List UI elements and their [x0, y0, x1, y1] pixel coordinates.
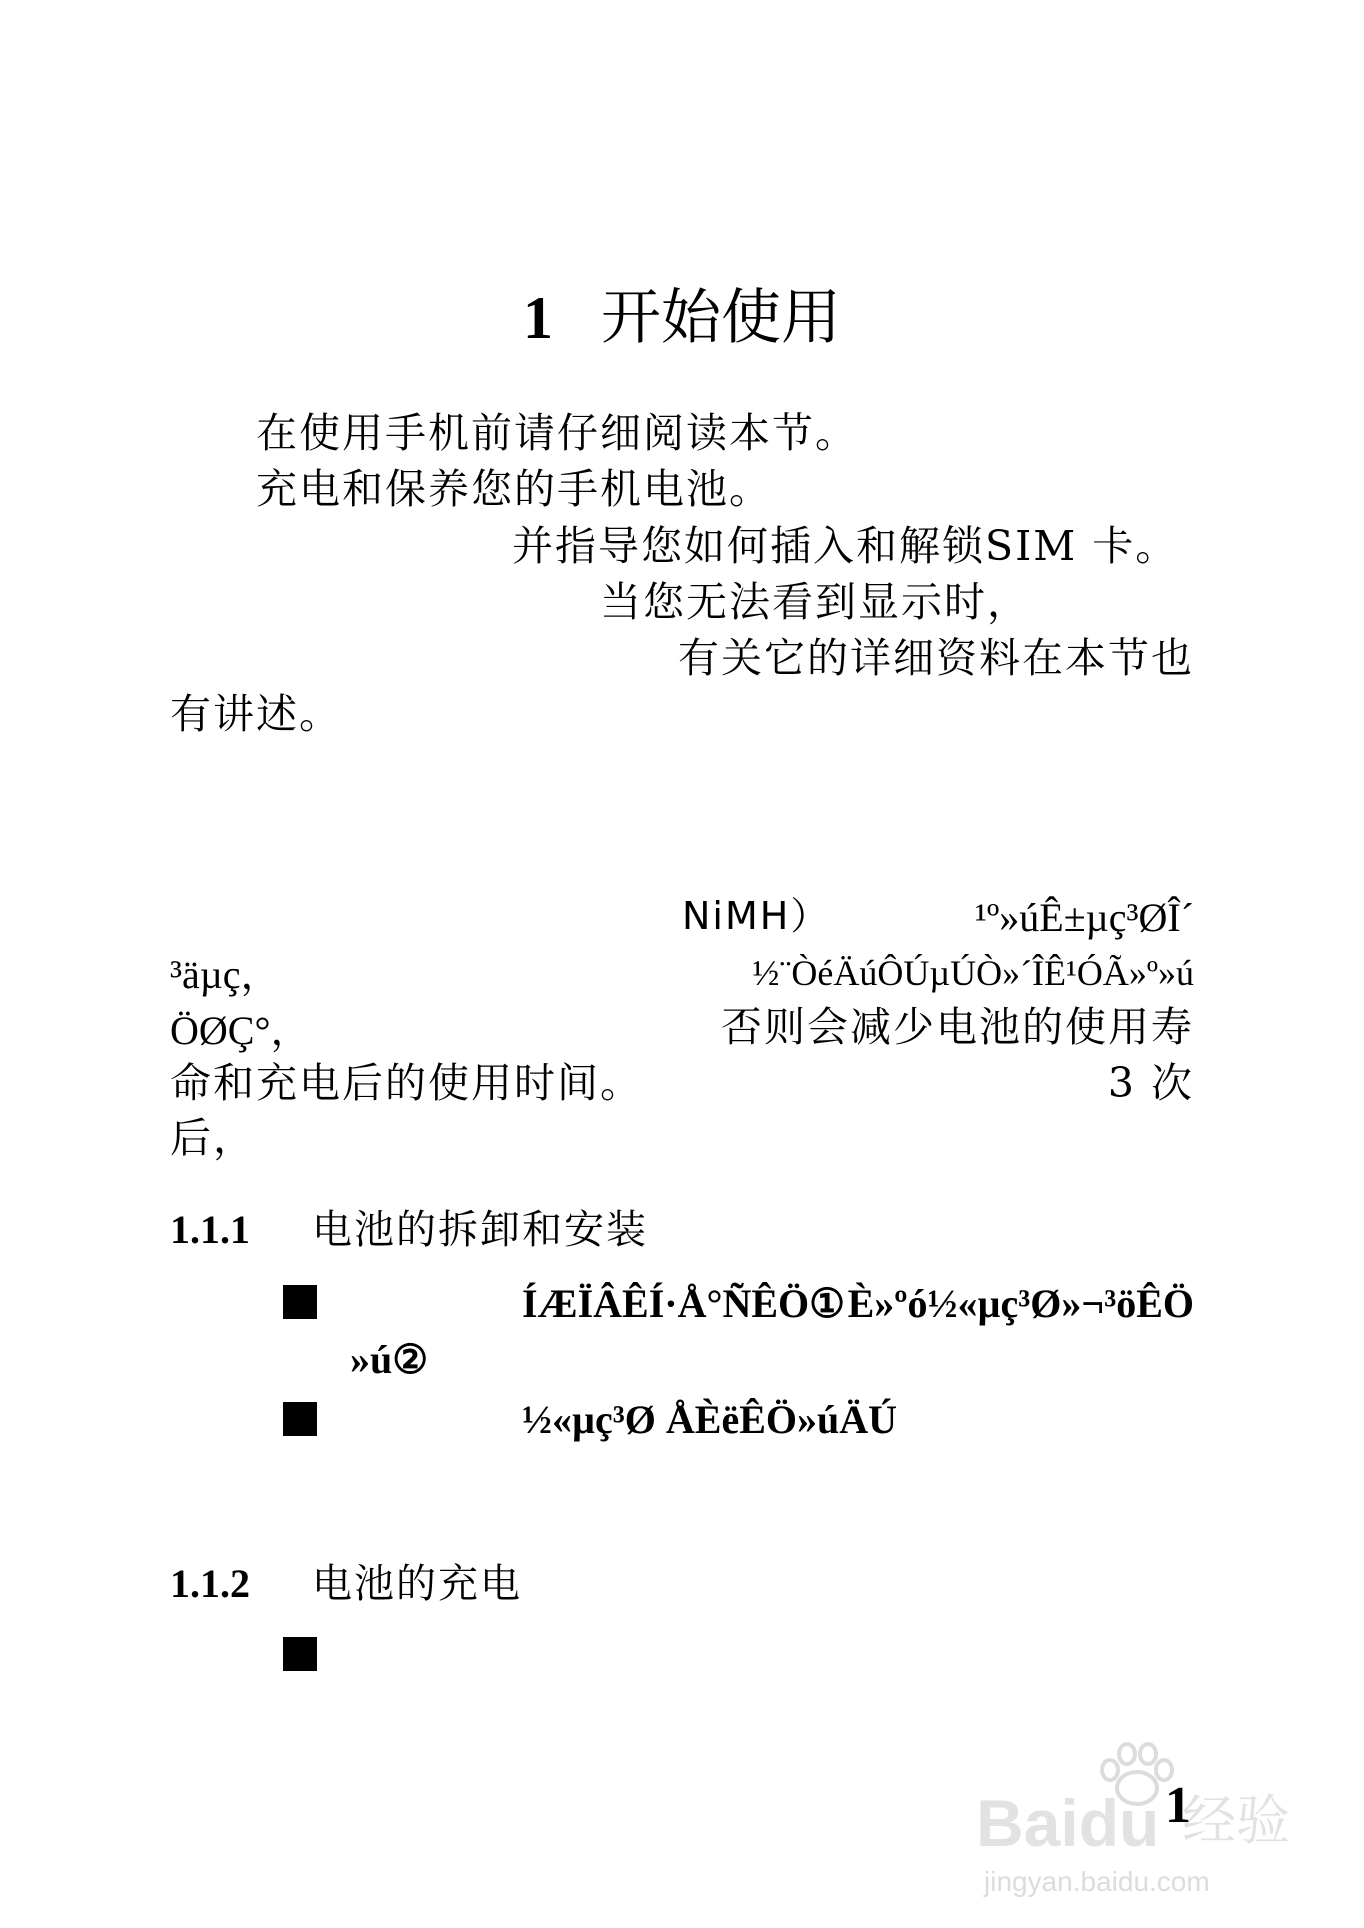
chapter-heading	[0, 283, 1364, 353]
bullet-square	[283, 1402, 317, 1436]
chapter-title: 开始使用	[601, 283, 841, 353]
battery-nimh-text: NiMH）	[682, 894, 831, 938]
battery-garbled-3: ½¨ÒéÄúÔÚµÚÒ»´ÎÊ¹ÓÃ»º»ú	[752, 953, 1194, 993]
watermark-cn: 经验	[1182, 1789, 1290, 1852]
battery-text-7: 3 次	[1107, 1059, 1194, 1107]
page-number: 1	[1165, 1777, 1191, 1834]
section-heading-1-1-1	[170, 1207, 648, 1253]
remove-battery-step-1-end: »ú②	[350, 1337, 429, 1382]
battery-text-8: 后，	[170, 1114, 256, 1162]
battery-text-6: 命和充电后的使用时间。	[170, 1059, 643, 1107]
intro-line-3: 并指导您如何插入和解锁SIM 卡。	[512, 522, 1179, 570]
intro-line-1: 在使用手机前请仔细阅读本节。	[256, 409, 858, 457]
remove-battery-step-1: ÍÆÏÂÊÍ·Å°ÑÊÖ①	[522, 1281, 846, 1326]
battery-garbled-1: ¹º»úÊ±µç³ØÎ´	[974, 895, 1194, 940]
section-number: 1.1.1	[170, 1207, 250, 1252]
battery-garbled-2: ³äµç，	[170, 952, 281, 997]
watermark-logo: Baidu	[976, 1786, 1160, 1860]
section-title: 电池的拆卸和安装	[312, 1207, 648, 1253]
bullet-square	[283, 1285, 317, 1319]
intro-line-2: 充电和保养您的手机电池。	[256, 465, 772, 513]
battery-text-5: 否则会减少电池的使用寿	[721, 1003, 1194, 1051]
watermark-url: jingyan.baidu.com	[984, 1866, 1210, 1897]
section-number: 1.1.2	[170, 1561, 250, 1606]
section-title: 电池的充电	[312, 1561, 522, 1607]
bullet-square	[283, 1637, 317, 1671]
battery-garbled-4: ÖØÇ°，	[170, 1008, 311, 1053]
insert-battery-step: ½«µç³Ø ÅÈëÊÖ»úÄÚ	[522, 1397, 898, 1442]
baidu-watermark	[960, 1740, 1290, 1900]
intro-line-6: 有讲述。	[170, 690, 342, 738]
intro-line-5: 有关它的详细资料在本节也	[678, 634, 1194, 682]
remove-battery-step-1-cont: È»ºó½«µç³Ø»¬³öÊÖ	[847, 1281, 1194, 1326]
chapter-number: 1	[523, 285, 553, 351]
intro-line-4: 当您无法看到显示时，	[600, 578, 1030, 626]
section-heading-1-1-2	[170, 1561, 522, 1607]
